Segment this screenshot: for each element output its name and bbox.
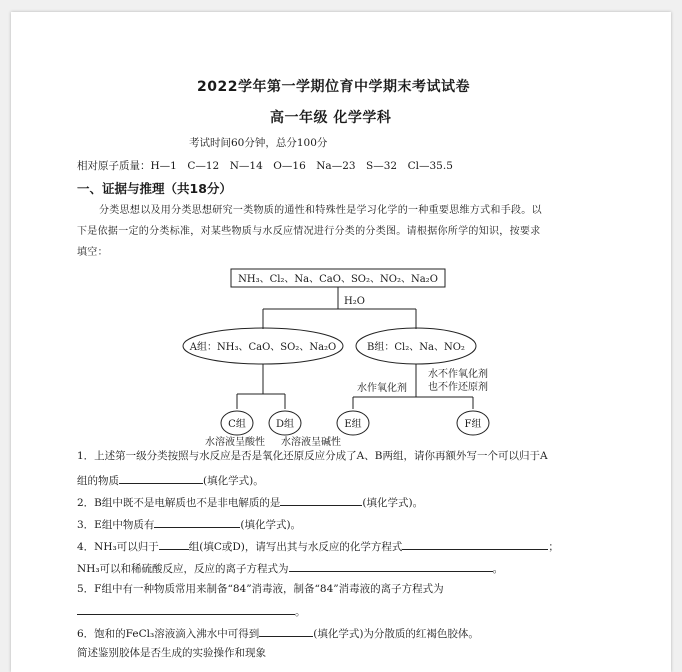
question-2-suffix: (填化学式)。 [362, 497, 424, 509]
question-1-suffix: (填化学式)。 [203, 475, 264, 487]
question-2-text: 2．B组中既不是电解质也不是非电解质的是 [77, 497, 281, 509]
intro-paragraph-line2: 下是依据一定的分类标准，对某些物质与水反应情况进行分类的分类图。请根据你所学的知识，按要求 [77, 226, 541, 237]
question-5-line1: 5．F组中有一种物质常用来制备“84”消毒液，制备“84”消毒液的离子方程式为 [77, 583, 444, 595]
exam-page [11, 12, 671, 672]
question-3 [77, 515, 301, 532]
classification-diagram [171, 267, 511, 447]
question-6-suffix: (填化学式)为分散质的红褐色胶体。 [313, 628, 479, 640]
intro-paragraph-line1: 分类思想以及用分类思想研究一类物质的通性和特殊性是学习化学的一种重要思维方式和手段。以 [99, 205, 542, 216]
answer-blank-q4-ionic[interactable] [289, 559, 493, 572]
question-4-line2-text: NH₃可以和稀硫酸反应，反应的离子方程式为 [77, 563, 289, 575]
question-4-line1 [77, 537, 559, 554]
question-2 [77, 493, 423, 510]
question-5-line2 [77, 602, 306, 619]
answer-blank-q4-equation[interactable] [402, 537, 548, 550]
question-4-end: ； [548, 541, 559, 553]
question-6-text: 6．饱和的FeCl₃溶液滴入沸水中可得到 [77, 628, 260, 640]
exam-subtitle: 高一年级 化学学科 [270, 110, 392, 126]
group-e-label: E组 [344, 419, 362, 430]
question-6-continuation: 简述鉴别胶体是否生成的实验操作和现象 [77, 647, 266, 659]
answer-blank-q3[interactable] [154, 515, 240, 528]
question-3-suffix: (填化学式)。 [240, 519, 302, 531]
group-f-label: F组 [464, 419, 482, 430]
question-6 [77, 624, 479, 641]
question-5-end: 。 [295, 606, 306, 618]
group-d-label: D组 [275, 419, 295, 430]
neither-label-line1: 水不作氧化剂 [428, 369, 488, 380]
top-substances: NH₃、Cl₂、Na、CaO、SO₂、NO₂、Na₂O [238, 274, 438, 285]
question-3-text: 3．E组中物质有 [77, 519, 155, 531]
question-4-text: 4．NH₃可以归于 [77, 541, 159, 553]
answer-blank-q5[interactable] [77, 602, 295, 615]
exam-info: 考试时间60分钟，总分100分 [189, 137, 328, 149]
acidic-label: 水溶液呈酸性 [205, 437, 265, 447]
atomic-masses: 相对原子质量：H—1 C—12 N—14 O—16 Na—23 S—32 Cl—35.5 [77, 160, 453, 172]
intro-paragraph-line3: 填空： [77, 247, 108, 258]
group-b-label: B组：Cl₂、Na、NO₂ [367, 342, 465, 353]
question-1-line2 [77, 471, 264, 488]
answer-blank-q6[interactable] [259, 624, 313, 637]
question-4-middle: 组(填C或D)，请写出其与水反应的化学方程式 [188, 541, 403, 553]
group-c-label: C组 [228, 419, 246, 430]
question-1-text: 组的物质 [77, 475, 119, 487]
oxidant-label: 水作氧化剂 [357, 383, 407, 394]
water-label: H₂O [344, 296, 365, 307]
basic-label: 水溶液呈碱性 [281, 437, 341, 447]
group-a-label: A组：NH₃、CaO、SO₂、Na₂O [189, 342, 337, 353]
answer-blank-q2[interactable] [280, 493, 362, 506]
section-heading: 一、证据与推理（共18分） [77, 181, 232, 196]
answer-blank-q4-group[interactable] [159, 537, 189, 550]
question-1-line1: 1．上述第一级分类按照与水反应是否是氧化还原反应分成了A、B两组，请你再额外写一个可以归于A [77, 450, 548, 462]
answer-blank-q1[interactable] [119, 471, 203, 484]
exam-title: 2022学年第一学期位育中学期末考试试卷 [197, 79, 470, 95]
question-4-line2-end: 。 [492, 563, 504, 575]
question-4-line2 [77, 559, 503, 576]
neither-label-line2: 也不作还原剂 [428, 382, 488, 393]
